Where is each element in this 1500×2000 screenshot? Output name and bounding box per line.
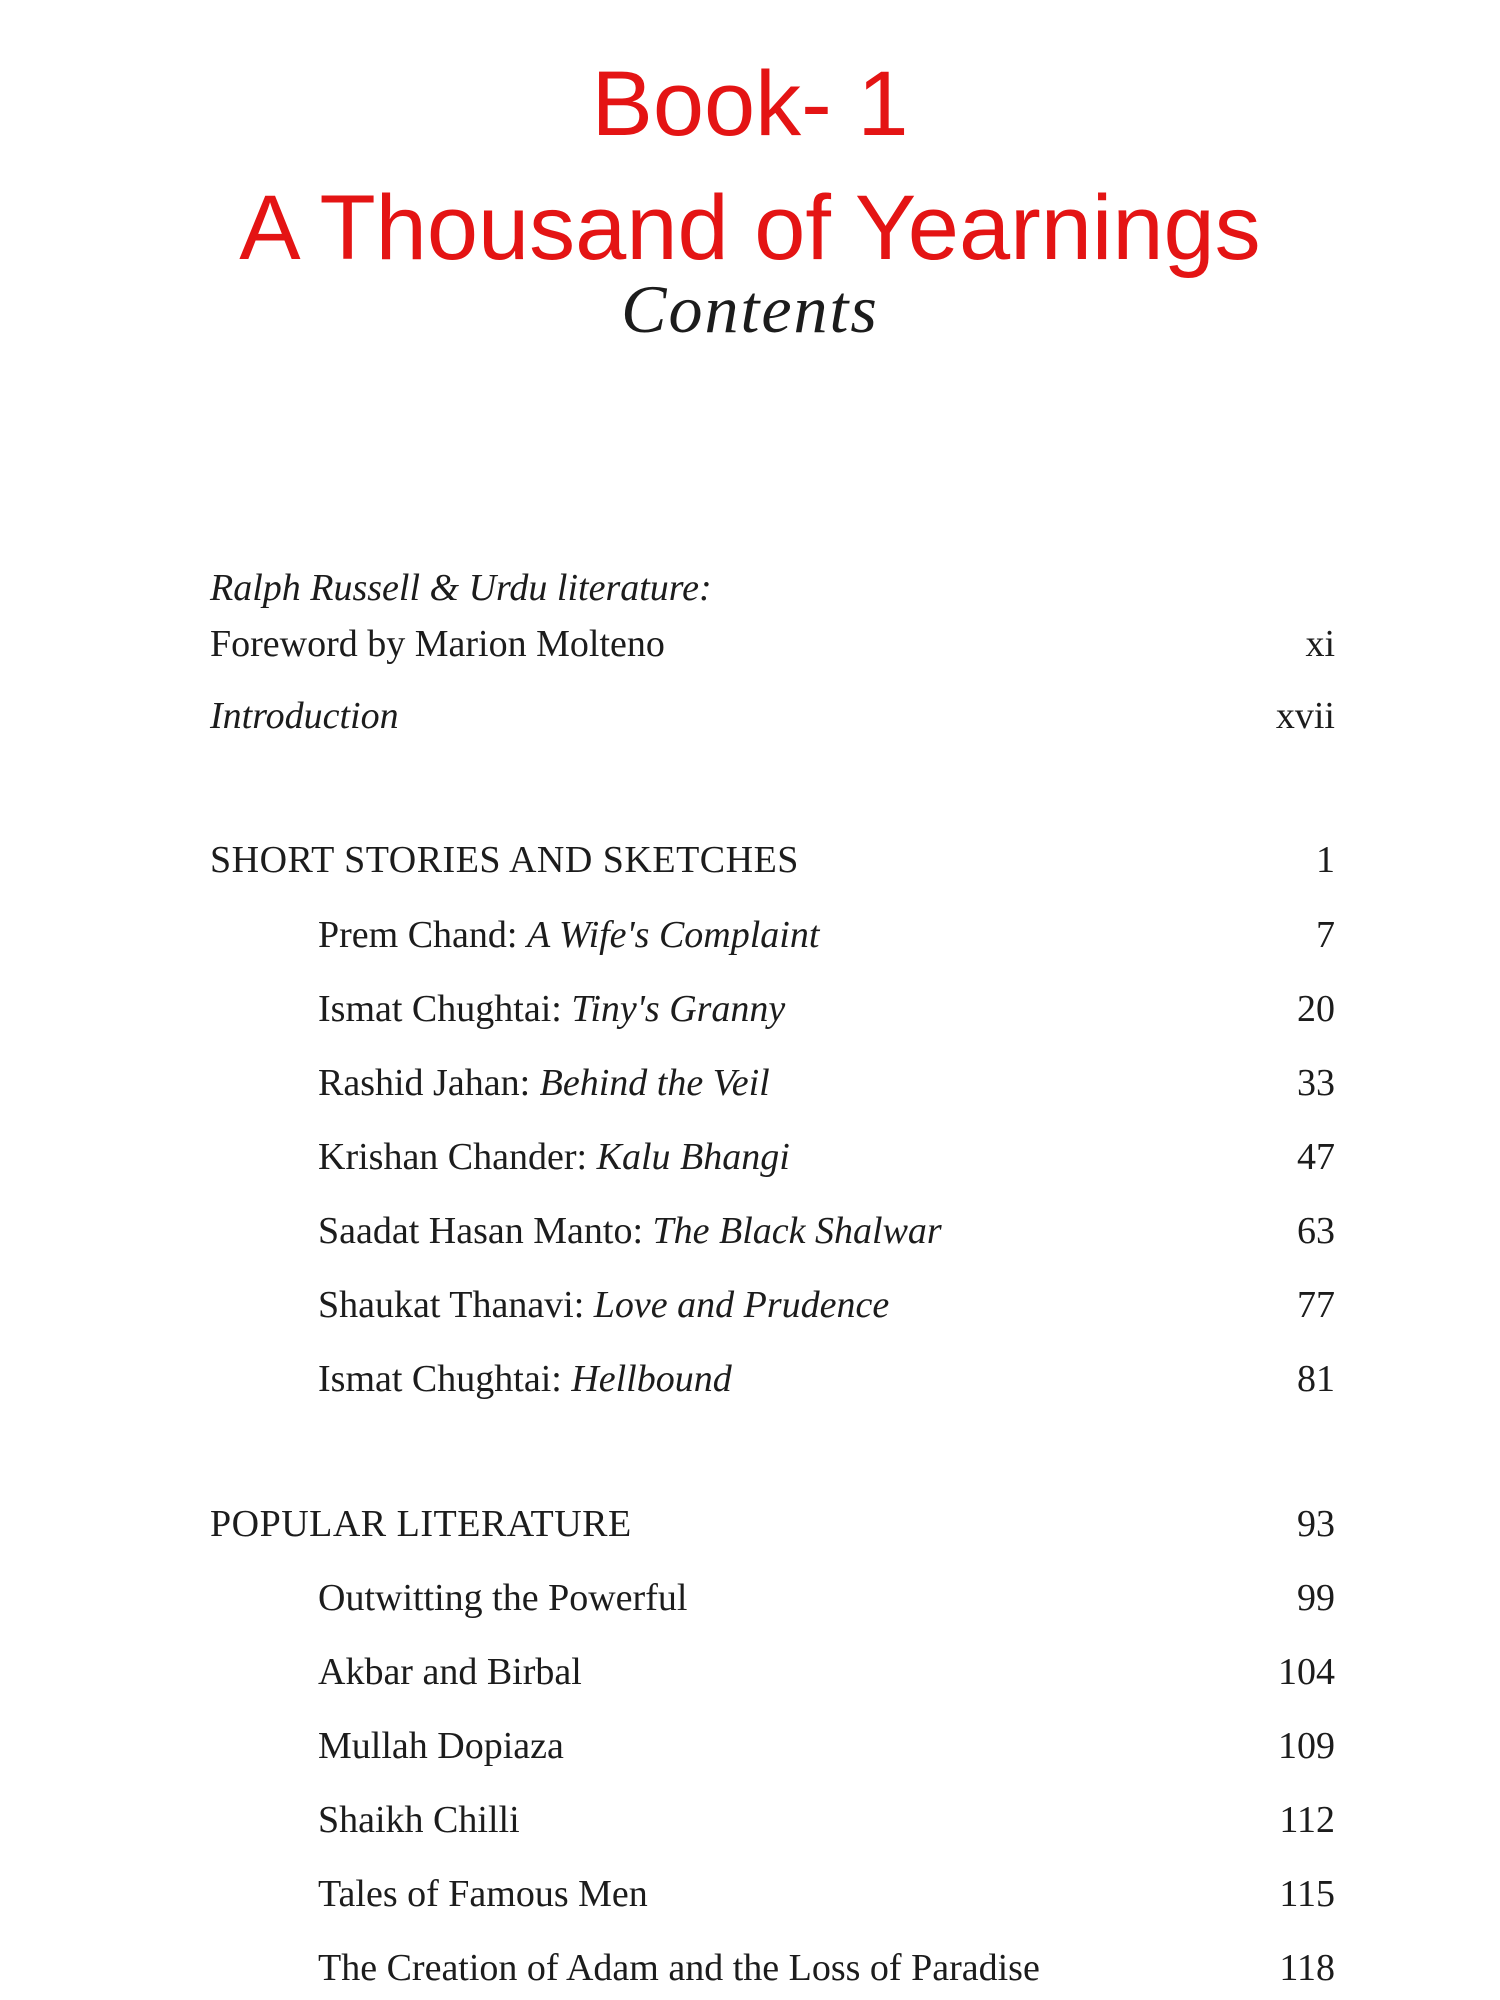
entry-title: Love and Prudence — [593, 1284, 890, 1326]
page-number: 47 — [1297, 1136, 1335, 1178]
toc-entry-introduction[interactable] — [0, 686, 1500, 746]
page-number: 20 — [1297, 988, 1335, 1030]
entry-title: The Creation of Adam and the Loss of Paradise — [318, 1947, 1040, 1989]
toc-entry-foreword-line1 — [0, 558, 1500, 618]
entry-author: Krishan Chander: — [318, 1136, 588, 1178]
toc-entry[interactable] — [0, 905, 1500, 965]
toc-entry-foreword[interactable] — [0, 614, 1500, 674]
toc-entry[interactable] — [0, 1864, 1500, 1924]
toc-entry[interactable] — [0, 1790, 1500, 1850]
page-number: 1 — [1316, 839, 1335, 881]
contents-heading: Contents — [621, 271, 879, 347]
toc-entry[interactable] — [0, 1053, 1500, 1113]
page-number: 93 — [1297, 1503, 1335, 1545]
page-number: 33 — [1297, 1062, 1335, 1104]
toc-entry[interactable] — [0, 1938, 1500, 1998]
page-number: 109 — [1278, 1725, 1335, 1767]
entry-title: Tiny's Granny — [571, 988, 786, 1030]
toc-section-short-stories[interactable] — [0, 830, 1500, 890]
book-title: A Thousand of Yearnings — [239, 177, 1261, 279]
page-number: xvii — [1275, 695, 1335, 737]
entry-title: Tales of Famous Men — [318, 1873, 648, 1915]
toc-entry[interactable] — [0, 979, 1500, 1039]
page-number: 99 — [1297, 1577, 1335, 1619]
toc-entry[interactable] — [0, 1716, 1500, 1776]
entry-title: A Wife's Complaint — [526, 914, 820, 956]
foreword-subtitle: Ralph Russell & Urdu literature: — [210, 567, 712, 609]
book-label: Book- 1 — [591, 53, 909, 155]
toc-entry[interactable] — [0, 1349, 1500, 1409]
page-number: 115 — [1279, 1873, 1335, 1915]
toc-section-popular-literature[interactable] — [0, 1494, 1500, 1554]
toc-entry[interactable] — [0, 1642, 1500, 1702]
entry-author: Prem Chand: — [318, 914, 518, 956]
toc-entry[interactable] — [0, 1275, 1500, 1335]
entry-title: Akbar and Birbal — [318, 1651, 582, 1693]
page-number: 104 — [1278, 1651, 1335, 1693]
entry-author: Rashid Jahan: — [318, 1062, 531, 1104]
section-heading: POPULAR LITERATURE — [210, 1503, 632, 1545]
entry-author: Shaukat Thanavi: — [318, 1284, 585, 1326]
entry-title: Behind the Veil — [539, 1062, 770, 1104]
page-number: 77 — [1297, 1284, 1335, 1326]
introduction-label: Introduction — [210, 695, 399, 737]
page-number: 7 — [1316, 914, 1335, 956]
entry-title: Kalu Bhangi — [596, 1136, 790, 1178]
entry-title: Outwitting the Powerful — [318, 1577, 688, 1619]
toc-entry[interactable] — [0, 1127, 1500, 1187]
entry-author: Ismat Chughtai: — [318, 988, 562, 1030]
entry-title: Hellbound — [571, 1358, 732, 1400]
page-number: xi — [1305, 623, 1335, 665]
entry-title: Shaikh Chilli — [318, 1799, 520, 1841]
entry-author: Saadat Hasan Manto: — [318, 1210, 644, 1252]
entry-author: Ismat Chughtai: — [318, 1358, 562, 1400]
page-number: 118 — [1279, 1947, 1335, 1989]
section-heading: SHORT STORIES AND SKETCHES — [210, 839, 799, 881]
toc-entry[interactable] — [0, 1568, 1500, 1628]
page-number: 112 — [1279, 1799, 1335, 1841]
toc-entry[interactable] — [0, 1201, 1500, 1261]
entry-title: The Black Shalwar — [652, 1210, 942, 1252]
entry-title: Mullah Dopiaza — [318, 1725, 564, 1767]
page-number: 81 — [1297, 1358, 1335, 1400]
page-number: 63 — [1297, 1210, 1335, 1252]
foreword-label: Foreword by Marion Molteno — [210, 623, 665, 665]
